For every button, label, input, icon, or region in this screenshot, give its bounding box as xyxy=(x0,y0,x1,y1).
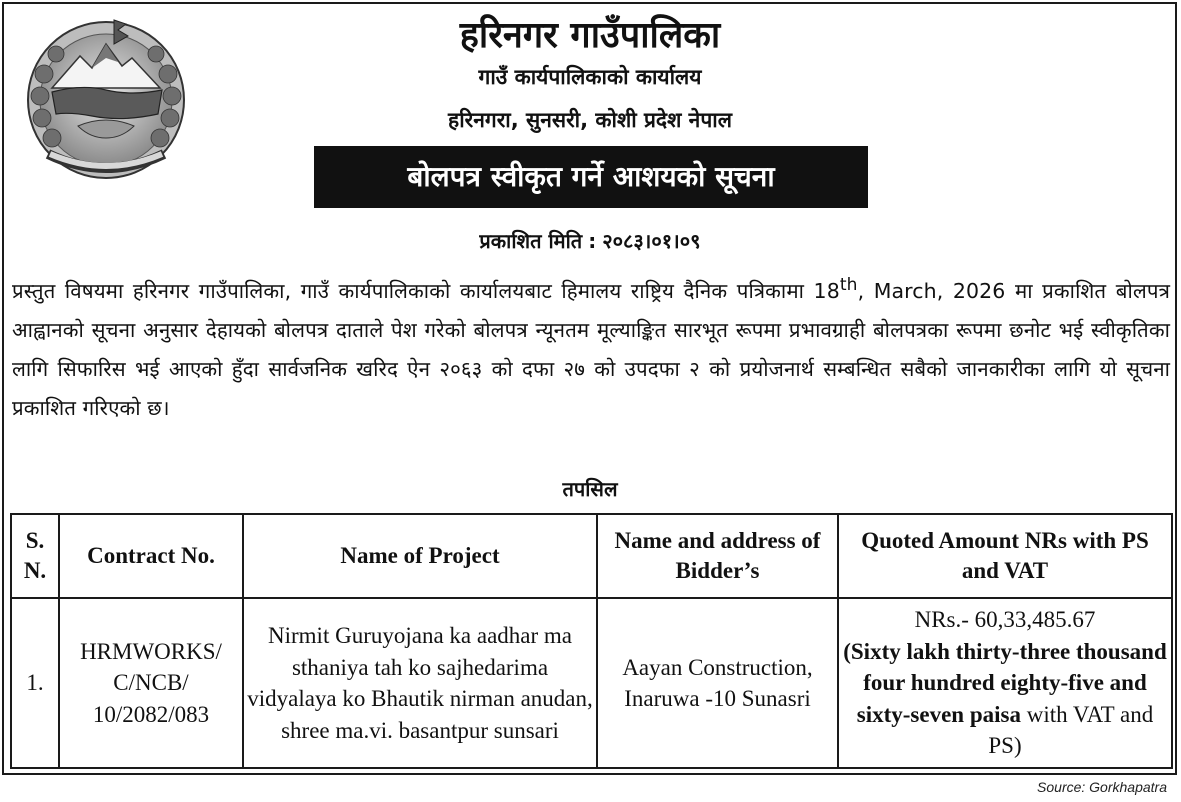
amount-words-tail: with VAT and PS) xyxy=(988,701,1154,759)
nepal-emblem-icon xyxy=(22,14,190,182)
published-date-label: प्रकाशित मिति xyxy=(479,229,583,253)
cell-project-name: Nirmit Guruyojana ka aadhar ma sthaniya tah ko sajhedarima vidyalaya ko Bhautik nirman anudan, shree ma.vi. basantpur sunsari xyxy=(243,598,597,768)
bid-table xyxy=(10,513,1173,769)
amount-words-open: ( xyxy=(843,638,851,664)
cell-bidder: Aayan Construction, Inaruwa -10 Sunasri xyxy=(597,598,838,768)
organization-name: हरिनगर गाउँपालिका xyxy=(459,15,721,56)
notice-title: बोलपत्र स्वीकृत गर्ने आशयको सूचना xyxy=(314,146,868,208)
header-sn: S. N. xyxy=(11,514,59,598)
office-address: हरिनगरा, सुनसरी, कोशी प्रदेश नेपाल xyxy=(448,108,732,132)
table-row xyxy=(11,598,1172,768)
source-credit: Source: Gorkhapatra xyxy=(1037,779,1167,795)
header-bidder: Name and address of Bidder’s xyxy=(597,514,838,598)
notice-body-date-rest: , March, 2026 xyxy=(857,278,1006,303)
schedule-label: तपसिल xyxy=(562,477,618,501)
notice-body-date-suffix: th xyxy=(839,275,858,295)
header-contract-no: Contract No. xyxy=(59,514,243,598)
cell-contract-no: HRMWORKS/ C/NCB/ 10/2082/083 xyxy=(59,598,243,768)
published-date-value: २०८३।०१।०९ xyxy=(602,229,701,253)
amount-words: Sixty lakh thirty-three thousand four hundred eighty-five and sixty-seven paisa xyxy=(850,638,1167,727)
notice-body xyxy=(12,266,1170,428)
header-project-name: Name of Project xyxy=(243,514,597,598)
notice-body-part: मा प्रकाशित बोलपत्र आह्वानको सूचना अनुसार देहायको बोलपत्र दाताले पेश गरेको बोलपत्र न्यूनतम मूल्याङ्कित सारभूत रूपमा प्रभावग्राही बोलपत्रका रूपमा छनोट भई स्वीकृतिका लागि सिफारिस भई आएको हुँदा सार्वजनिक खरिद ऐन २०६३ को दफा २७ को उपदफा २ को प्रयोजनार्थ सम्बन्धित सबैको जानकारीका लागि यो सूचना प्रकाशित गरिएको छ। xyxy=(12,278,1171,420)
notice-body-date: 18 xyxy=(813,278,840,303)
office-name: गाउँ कार्यपालिकाको कार्यालय xyxy=(478,65,702,89)
notice-body-part: प्रस्तुत विषयमा हरिनगर गाउँपालिका, गाउँ कार्यपालिकाको कार्यालयबाट हिमालय राष्ट्रिय दैनिक पत्रिकामा xyxy=(12,278,814,303)
header-quoted-amount: Quoted Amount NRs with PS and VAT xyxy=(838,514,1172,598)
cell-quoted-amount xyxy=(838,598,1172,768)
table-header-row xyxy=(11,514,1172,598)
amount-figure: NRs.- 60,33,485.67 xyxy=(914,607,1096,633)
published-date-line: प्रकाशित मिति : २०८३।०१।०९ xyxy=(479,229,701,253)
cell-sn: 1. xyxy=(11,598,59,768)
